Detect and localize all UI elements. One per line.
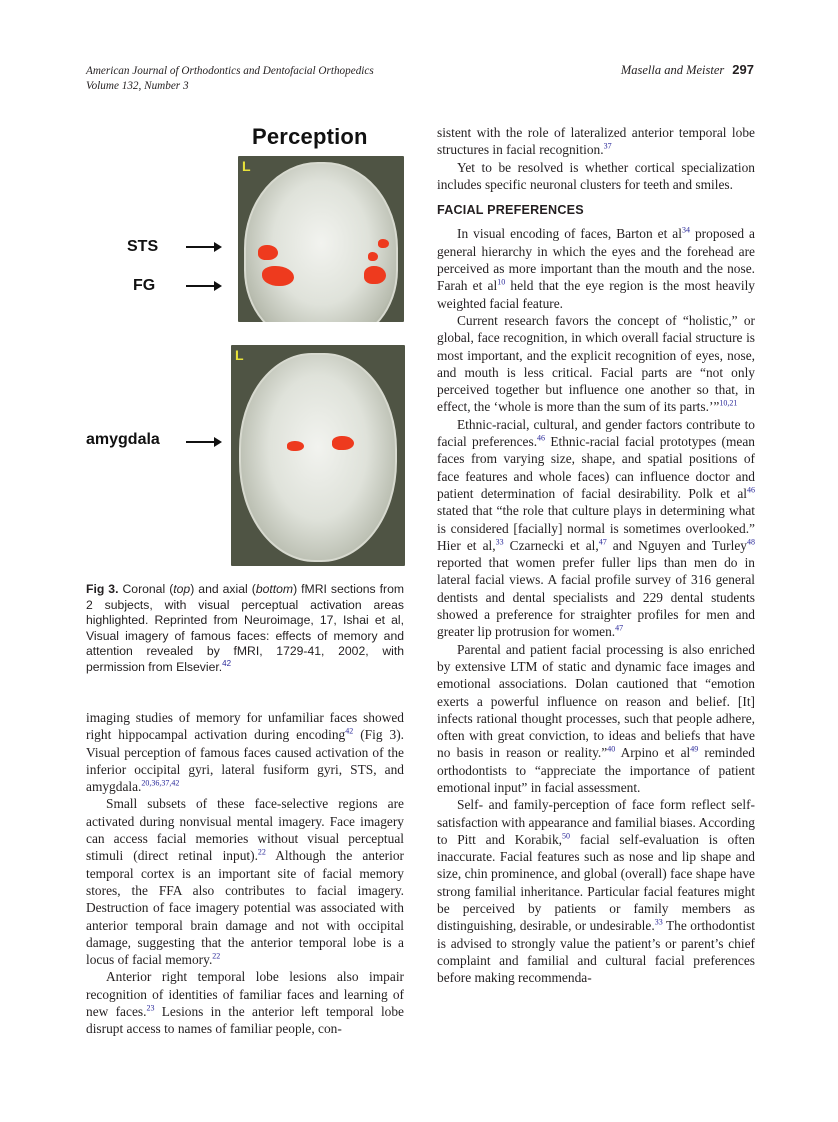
section-heading: FACIAL PREFERENCES — [437, 203, 584, 218]
paragraph: Yet to be resolved is whether cortical specialization includes specific neuronal clusters for teeth and smiles. — [437, 159, 755, 192]
paragraph: Self- and family-perception of face form reflect self-satisfaction with appearance and familial biases. According to Pitt and Korabik,$^{50}$ facial self-evaluation is often inaccurate. Facial features such as nose and lip shape and size, chin prominence, and global (overall) face shape have strong familial inheritance. Particular facial features might be perceived by patients or family members as distinguishing, desirable, or undesirable.$^{33}$ The orthodontist is advised to strongly value the patient’s or parent’s chief complaint and familial and cultural facial preferences before making recommenda- — [437, 797, 756, 986]
citation-link[interactable]: 10,21 — [719, 398, 738, 408]
paragraph: Ethnic-racial, cultural, and gender factors contribute to facial preferences.$^{46}$ Ethnic-racial facial prototypes (mean faces from varying size, shape, and spatial positions of face features and whole faces) can influence doctor and patient determination of facial desirability. Polk et $al^{46}$ stated that “the role that culture plays in determining what is considered [facially] normal is sometimes overlooked.” Hier et al,$^{33}$ Czarnecki et al,$^{47}$ and Nguyen and Turley$^{48}$ reported that women prefer fuller lips than men do in lateral facial views. A facial profile survey of 316 general dentists and dental specialists and 229 dental students showed a preference for straighter profiles for men and greater lip protrusion for women.$^{47}$ — [437, 416, 755, 640]
citation-link[interactable]: 42 — [345, 726, 354, 736]
citation-link[interactable]: 10 — [497, 277, 506, 287]
paragraph: Small subsets of these face-selective regions are activated during nonvisual mental imagery. Face imagery can access facial memories without visual perceptual stimuli (direct retinal input).$^{22}$ Although the anterior temporal cortex is an important site of facial memory stores, the FFA also contributes to facial imagery. Destruction of face imagery potential was associated with anterior temporal brain damage and not with occipital damage, suggesting that the anterior temporal lobe is a locus of facial memory.$^{22}$ — [86, 796, 404, 968]
paragraph: Anterior right temporal lobe lesions also impair recognition of identities of familiar faces and learning of new faces.$^{23}$ Lesions in the anterior left temporal lobe disrupt access to names of familiar people, con- — [86, 969, 404, 1037]
journal-volume: Volume 132, Number 3 — [86, 80, 189, 92]
activation-fg-right — [364, 266, 386, 284]
paragraph: Parental and patient facial processing is also enriched by extensive LTM of static and dynamic face images and emotional associations. Dolan cautioned that “emotion exerts a powerful influence on reason and belief. [It] infects rational thought processes, such that people adhere, often with great conviction, to ideas and beliefs that have no basis in reason or reality.”$^{40}$ Arpino et $al^{49}$ reminded orthodontists to “appreciate the importance of patient emotional input” in facial assessment. — [437, 641, 755, 795]
citation-link[interactable]: 20,36,37,42 — [141, 778, 180, 788]
activation-fg-left — [262, 266, 294, 286]
citation-link[interactable]: 49 — [690, 744, 699, 754]
right-column-text — [437, 124, 755, 987]
figure-label: Fig 3. — [86, 582, 119, 596]
citation-link[interactable]: 33 — [495, 537, 504, 547]
citation-link[interactable]: 42 — [222, 658, 232, 668]
paragraph: imaging studies of memory for unfamiliar faces showed right hippocampal activation during encoding$^{42}$ (Fig 3). Visual perception of famous faces caused activation of the inferior occipital gyri, lateral fusiform gyri, STS, and amygdala.$^{20,36,37,42}$ — [86, 710, 404, 795]
citation-link[interactable]: 47 — [598, 537, 607, 547]
citation-link[interactable]: 40 — [607, 744, 616, 754]
activation-sts-left — [258, 245, 278, 260]
citation-link[interactable]: 46 — [537, 433, 546, 443]
citation-link[interactable]: 23 — [146, 1003, 155, 1013]
citation-link[interactable]: 34 — [681, 226, 690, 236]
page-number: 297 — [732, 62, 754, 77]
left-hemisphere-marker: L — [235, 347, 244, 363]
arrow-sts-icon — [186, 246, 220, 248]
activation-amygdala-left — [287, 441, 304, 451]
citation-link[interactable]: 46 — [747, 485, 755, 495]
paragraph: sistent with the role of lateralized anterior temporal lobe structures in facial recognition.$^{37}$ — [437, 125, 755, 158]
citation-link[interactable]: 33 — [654, 917, 663, 927]
figure-caption: Fig 3. Coronal (top) and axial (bottom) fMRI sections from 2 subjects, with visual perceptual activation areas highlighted. Reprinted from Neuroimage, 17, Ishai et al, Visual imagery of famous faces: effects of memory and attention revealed by fMRI, 1729-41, 2002, with permission from Elsevier.$^{42}$ — [86, 582, 405, 674]
citation-link[interactable]: 22 — [212, 951, 221, 961]
author-names: Masella and Meister — [620, 63, 725, 77]
citation-link[interactable]: 37 — [603, 141, 612, 151]
label-fg: FG — [133, 277, 156, 294]
arrow-amygdala-icon — [186, 441, 220, 443]
coronal-fmri-image — [238, 156, 404, 322]
label-amygdala: amygdala — [86, 431, 160, 448]
paragraph: Current research favors the concept of “holistic,” or global, face recognition, in which overall facial structure is most important, and the explicit recognition of eyes, nose, and mouth is less critical. Facial parts are “not only perceived together but influence one another so that, in effect, the ‘whole is more than the sum of its parts.’”$^{10,21}$ — [437, 312, 755, 415]
left-hemisphere-marker: L — [242, 158, 251, 174]
journal-title: American Journal of Orthodontics and Dentofacial Orthopedics — [86, 65, 374, 77]
brain-axial-section — [239, 353, 397, 562]
running-header-journal — [86, 64, 374, 94]
activation-sts-right-1 — [378, 239, 389, 248]
citation-link[interactable]: 48 — [747, 537, 755, 547]
activation-sts-right-2 — [368, 252, 378, 261]
running-header-authors — [621, 62, 754, 78]
citation-link[interactable]: 47 — [615, 623, 624, 633]
label-sts: STS — [127, 238, 159, 255]
paragraph: In visual encoding of faces, Barton et $al^{34}$ proposed a general hierarchy in which the eyes and the forehead are perceived as more important than the mouth and the nose. Farah et $al^{10}$ held that the eye region is the most heavily weighted facial feature. — [437, 226, 755, 311]
citation-link[interactable]: 50 — [562, 831, 571, 841]
citation-link[interactable]: 22 — [257, 847, 266, 857]
axial-fmri-image — [231, 345, 405, 566]
left-column-text — [86, 709, 404, 1038]
arrow-fg-icon — [186, 285, 220, 287]
figure-3 — [86, 120, 422, 580]
activation-amygdala-right — [332, 436, 354, 450]
brain-coronal-section — [244, 162, 398, 322]
figure-title: Perception — [252, 124, 368, 149]
